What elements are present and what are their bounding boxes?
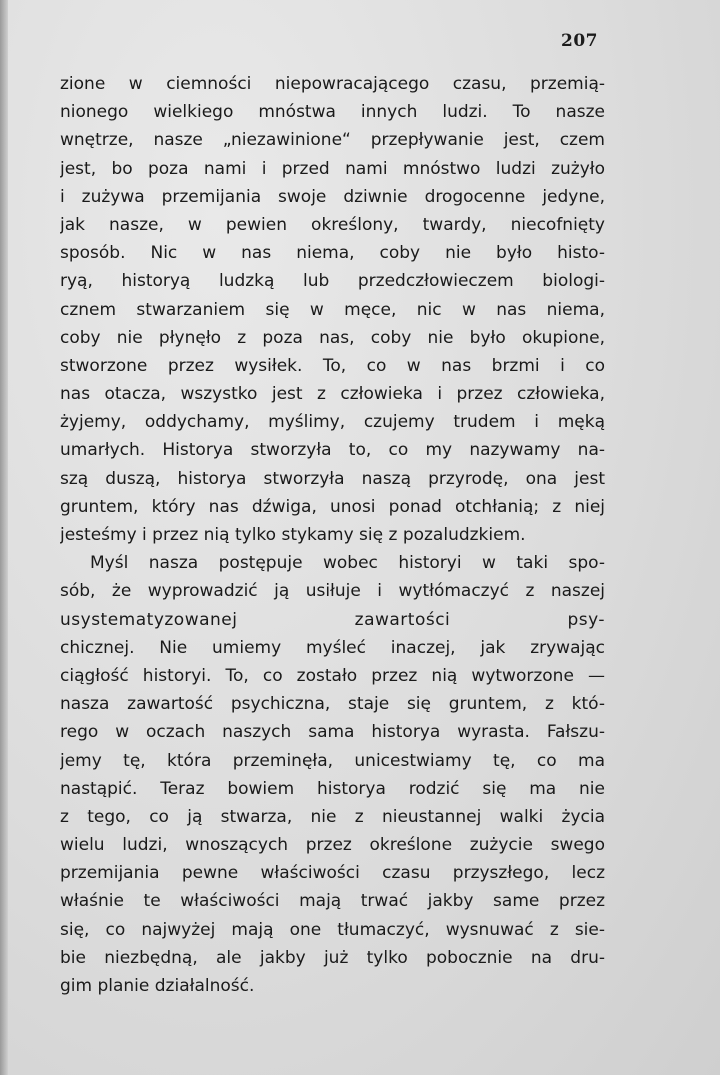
text-line: gruntem, który nas dźwiga, unosi ponad otchłanią; z niej <box>60 496 605 517</box>
text-line: z tego, co ją stwarza, nie z nieustannej walki życia <box>60 806 605 827</box>
text-line: chicznej. Nie umiemy myśleć inaczej, jak zrywając <box>60 637 605 658</box>
text-line: jak nasze, w pewien określony, twardy, niecofnięty <box>60 214 605 235</box>
text-line: jemy tę, która przeminęła, unicestwiamy tę, co ma <box>60 750 605 771</box>
text-line: ryą, historyą ludzką lub przedczłowieczem biologi- <box>60 271 605 292</box>
text-line: ciągłość historyi. To, co zostało przez nią wytworzone — <box>60 665 605 686</box>
page-edge-shadow <box>0 0 8 1075</box>
text-line: wnętrze, nasze „niezawinione“ przepływanie jest, czem <box>60 130 605 151</box>
page-number: 207 <box>561 31 598 51</box>
text-line: nas otacza, wszystko jest z człowieka i przez człowieka, <box>60 384 605 405</box>
text-line: nastąpić. Teraz bowiem historya rodzić się ma nie <box>60 778 605 799</box>
text-line: właśnie te właściwości mają trwać jakby same przez <box>60 891 605 912</box>
text-line: stworzone przez wysiłek. To, co w nas brzmi i co <box>60 355 605 376</box>
text-line: szą duszą, historya stworzyła naszą przyrodę, ona jest <box>60 468 605 489</box>
text-line: gim planie działalność. <box>60 976 255 996</box>
text-line: nasza zawartość psychiczna, staje się gruntem, z któ- <box>60 694 605 715</box>
text-line: usystematyzowanej zawartości psy- <box>60 609 605 630</box>
text-line: wielu ludzi, wnoszących przez określone zużycie swego <box>60 835 605 856</box>
text-line: i zużywa przemijania swoje dziwnie drogocenne jedyne, <box>60 186 605 207</box>
text-line: umarłych. Historya stworzyła to, co my nazywamy na- <box>60 440 605 461</box>
body-text <box>60 70 605 1000</box>
text-line: jest, bo poza nami i przed nami mnóstwo ludzi zużyło <box>60 158 605 179</box>
text-line: cznem stwarzaniem się w męce, nic w nas niema, <box>60 299 605 320</box>
text-line: Myśl nasza postępuje wobec historyi w taki spo- <box>90 553 605 574</box>
text-line: się, co najwyżej mają one tłumaczyć, wysnuwać z sie- <box>60 919 605 940</box>
text-line: sposób. Nic w nas niema, coby nie było histo- <box>60 243 605 264</box>
text-line: bie niezbędną, ale jakby już tylko pobocznie na dru- <box>60 947 605 968</box>
text-line: coby nie płynęło z poza nas, coby nie było okupione, <box>60 327 605 348</box>
text-line: przemijania pewne właściwości czasu przyszłego, lecz <box>60 863 605 884</box>
text-line: nionego wielkiego mnóstwa innych ludzi. To nasze <box>60 102 605 123</box>
text-line: rego w oczach naszych sama historya wyrasta. Fałszu- <box>60 722 605 743</box>
text-line: jesteśmy i przez nią tylko stykamy się z pozaludzkiem. <box>60 525 526 545</box>
text-line: zione w ciemności niepowracającego czasu, przemią- <box>60 74 605 94</box>
text-line: sób, że wyprowadzić ją usiłuje i wytłómaczyć z naszej <box>60 581 605 602</box>
text-line: żyjemy, oddychamy, myślimy, czujemy trudem i męką <box>60 412 605 433</box>
